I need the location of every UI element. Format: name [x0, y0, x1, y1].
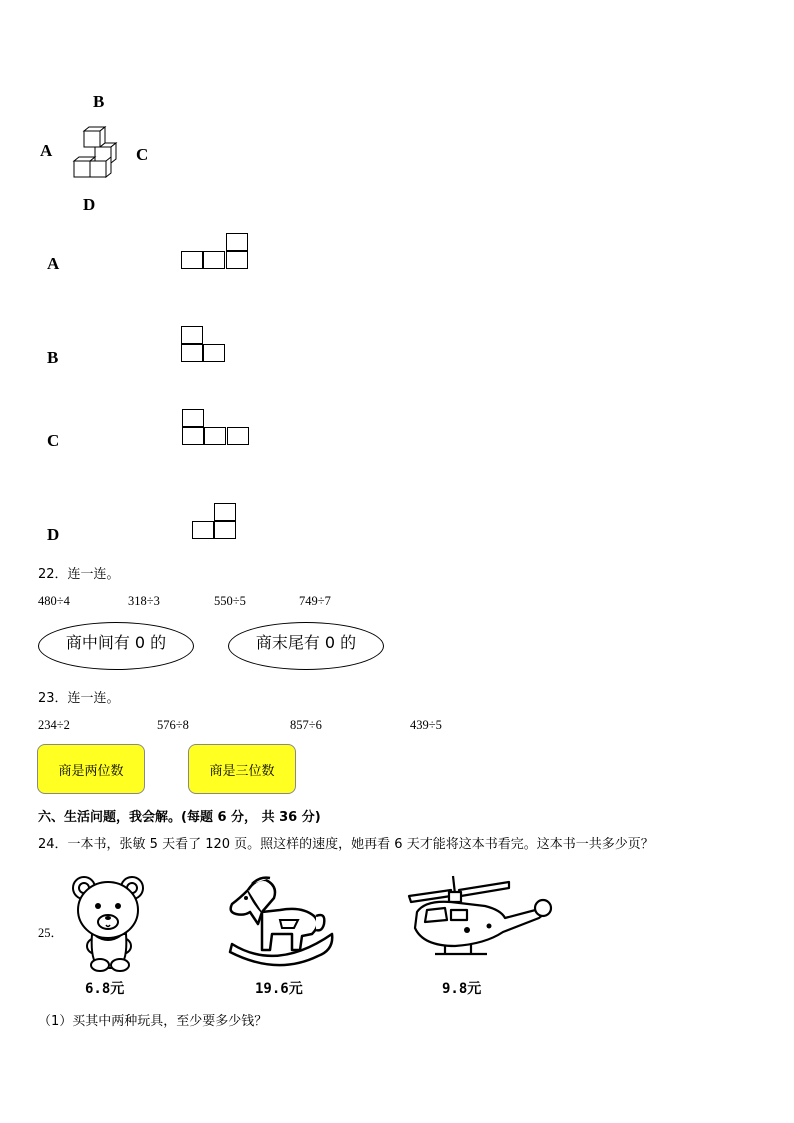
q24-text: 24．一本书，张敏 5 天看了 120 页。照这样的速度，她再看 6 天才能将这本书看完。这本书一共多少页？ [38, 837, 654, 852]
q22-expr-4[interactable]: 749÷7 [299, 594, 331, 608]
q22-expr-2[interactable]: 318÷3 [128, 594, 160, 608]
q25-price-helicopter: 9.8元 [442, 981, 482, 997]
q22-oval-end-zero-label: 商末尾有 0 的 [255, 632, 357, 652]
q22-expr-1[interactable]: 480÷4 [38, 594, 70, 608]
q22-expr-3[interactable]: 550÷5 [214, 594, 246, 608]
q23-title: 23．连一连。 [38, 691, 120, 706]
q22-oval-middle-zero-label: 商中间有 0 的 [65, 632, 167, 652]
section-6-heading: 六、生活问题，我会解。(每题 6 分， 共 36 分) [38, 810, 321, 825]
q23-expr-3[interactable]: 857÷6 [290, 718, 322, 732]
q23-box-three-digit[interactable] [188, 744, 296, 794]
q25-price-bear: 6.8元 [85, 981, 125, 997]
q23-expr-4[interactable]: 439÷5 [410, 718, 442, 732]
q25-sub-question-1: （1）买其中两种玩具，至少要多少钱？ [38, 1014, 268, 1029]
helicopter-icon [405, 872, 555, 964]
q22-oval-end-zero[interactable] [228, 622, 384, 670]
option-d-letter: D [47, 525, 60, 544]
q25-number: 25． [38, 926, 64, 940]
label-d: D [83, 195, 96, 214]
stacked-cubes-icon [70, 126, 122, 180]
label-b: B [93, 92, 105, 111]
label-c: C [136, 145, 149, 164]
rocking-horse-icon [222, 872, 337, 970]
q23-expr-2[interactable]: 576÷8 [157, 718, 189, 732]
q23-box-three-digit-label: 商是三位数 [209, 763, 275, 779]
option-c-letter: C [47, 431, 60, 450]
q23-box-two-digit[interactable] [37, 744, 145, 794]
q22-title: 22．连一连。 [38, 567, 120, 582]
option-b-letter: B [47, 348, 59, 367]
option-a-letter: A [47, 254, 60, 273]
q22-oval-middle-zero[interactable] [38, 622, 194, 670]
label-a: A [40, 141, 53, 160]
q23-expr-1[interactable]: 234÷2 [38, 718, 70, 732]
teddy-bear-icon [70, 872, 150, 976]
q25-price-horse: 19.6元 [255, 981, 303, 997]
q23-box-two-digit-label: 商是两位数 [58, 763, 124, 779]
